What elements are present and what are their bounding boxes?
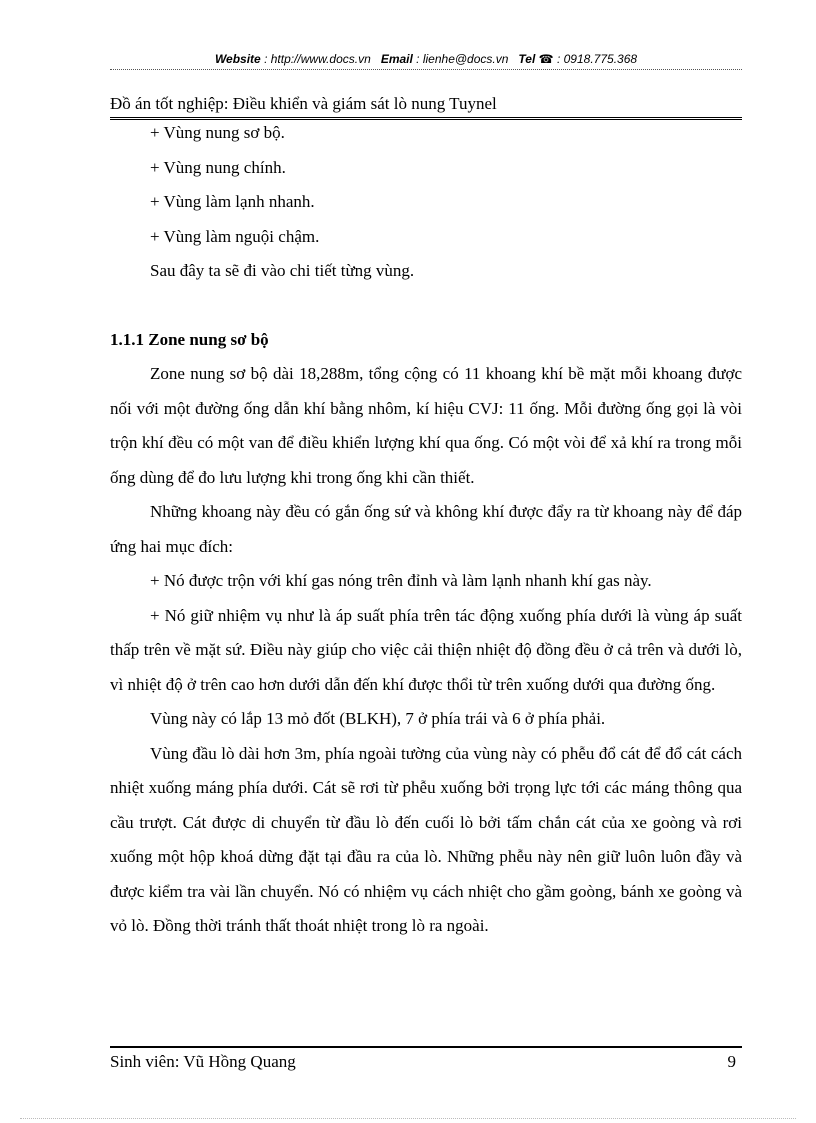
website-label: Website xyxy=(214,52,261,66)
phone-icon: ☎ xyxy=(538,52,554,66)
email-address[interactable]: : lienhe@docs.vn xyxy=(416,52,509,66)
paragraph: Zone nung sơ bộ dài 18,288m, tổng cộng có 11 khoang khí bề mặt mỗi khoang được nối với một đường ống dẫn khí bằng nhôm, kí hiệu CVJ: 11 ống. Mỗi đường ống gọi là vòi trộn khí đều có một van để điều khiển lượng khí qua ống. Có một vòi để xả khí ra trong mỗi ống dùng để đo lưu lượng khi trong ống khi cần thiết. xyxy=(110,364,742,487)
student-name: Sinh viên: Vũ Hồng Quang xyxy=(110,1052,296,1071)
page-bottom-divider xyxy=(20,1118,796,1119)
tel-label: Tel xyxy=(518,52,536,66)
list-item: + Vùng làm lạnh nhanh. xyxy=(150,192,315,211)
list-item: + Vùng nung sơ bộ. xyxy=(150,123,285,142)
email-label: Email xyxy=(380,52,413,66)
paragraph: Vùng này có lắp 13 mỏ đốt (BLKH), 7 ở phía trái và 6 ở phía phải. xyxy=(150,709,606,728)
list-item: + Vùng nung chính. xyxy=(150,157,286,177)
intro-paragraph: Sau đây ta sẽ đi vào chi tiết từng vùng. xyxy=(150,261,415,280)
page-number: 9 xyxy=(727,1052,736,1071)
list-item: + Nó được trộn với khí gas nóng trên đỉnh và làm lạnh nhanh khí gas này. xyxy=(150,571,652,590)
paragraph: Vùng đầu lò dài hơn 3m, phía ngoài tường của vùng này có phễu đổ cát để đổ cát cách nhiệt xuống máng phía dưới. Cát sẽ rơi từ phễu xuống bởi trọng lực tới các máng thông qua cầu trượt. Cát được di chuyển từ đầu lò đến cuối lò bởi tấm chắn cát của xe goòng và rơi xuống một hộp khoá dừng đặt tại đầu ra của lò. Những phễu này nên giữ luôn luôn đầy và được kiểm tra vài lần chuyển. Nó có nhiệm vụ cách nhiệt cho gầm goòng, bánh xe goòng và vỏ lò. Đồng thời tránh thất thoát nhiệt trong lò ra ngoài. xyxy=(110,743,742,935)
list-item: + Vùng làm nguội chậm. xyxy=(150,226,320,246)
document-body xyxy=(110,116,742,944)
section-heading: 1.1.1 Zone nung sơ bộ xyxy=(110,329,269,349)
paragraph: Những khoang này đều có gắn ống sứ và không khí được đẩy ra từ khoang này để đáp ứng hai mục đích: xyxy=(110,502,742,556)
tel-number: : 0918.775.368 xyxy=(556,52,638,66)
list-item: + Nó giữ nhiệm vụ như là áp suất phía trên tác động xuống phía dưới là vùng áp suất thấp trên về mặt sứ. Điều này giúp cho việc cải thiện nhiệt độ đồng đều ở cả trên và dưới lò, vì nhiệt độ ở trên cao hơn dưới dẫn đến khí được thổi từ trên xuống dưới qua đường ống. xyxy=(110,605,742,694)
document-footer xyxy=(110,1046,742,1072)
website-url[interactable]: : http://www.docs.vn xyxy=(264,52,371,66)
document-title: Đồ án tốt nghiệp: Điều khiển và giám sát lò nung Tuynel xyxy=(110,94,497,113)
website-bar xyxy=(110,52,742,70)
